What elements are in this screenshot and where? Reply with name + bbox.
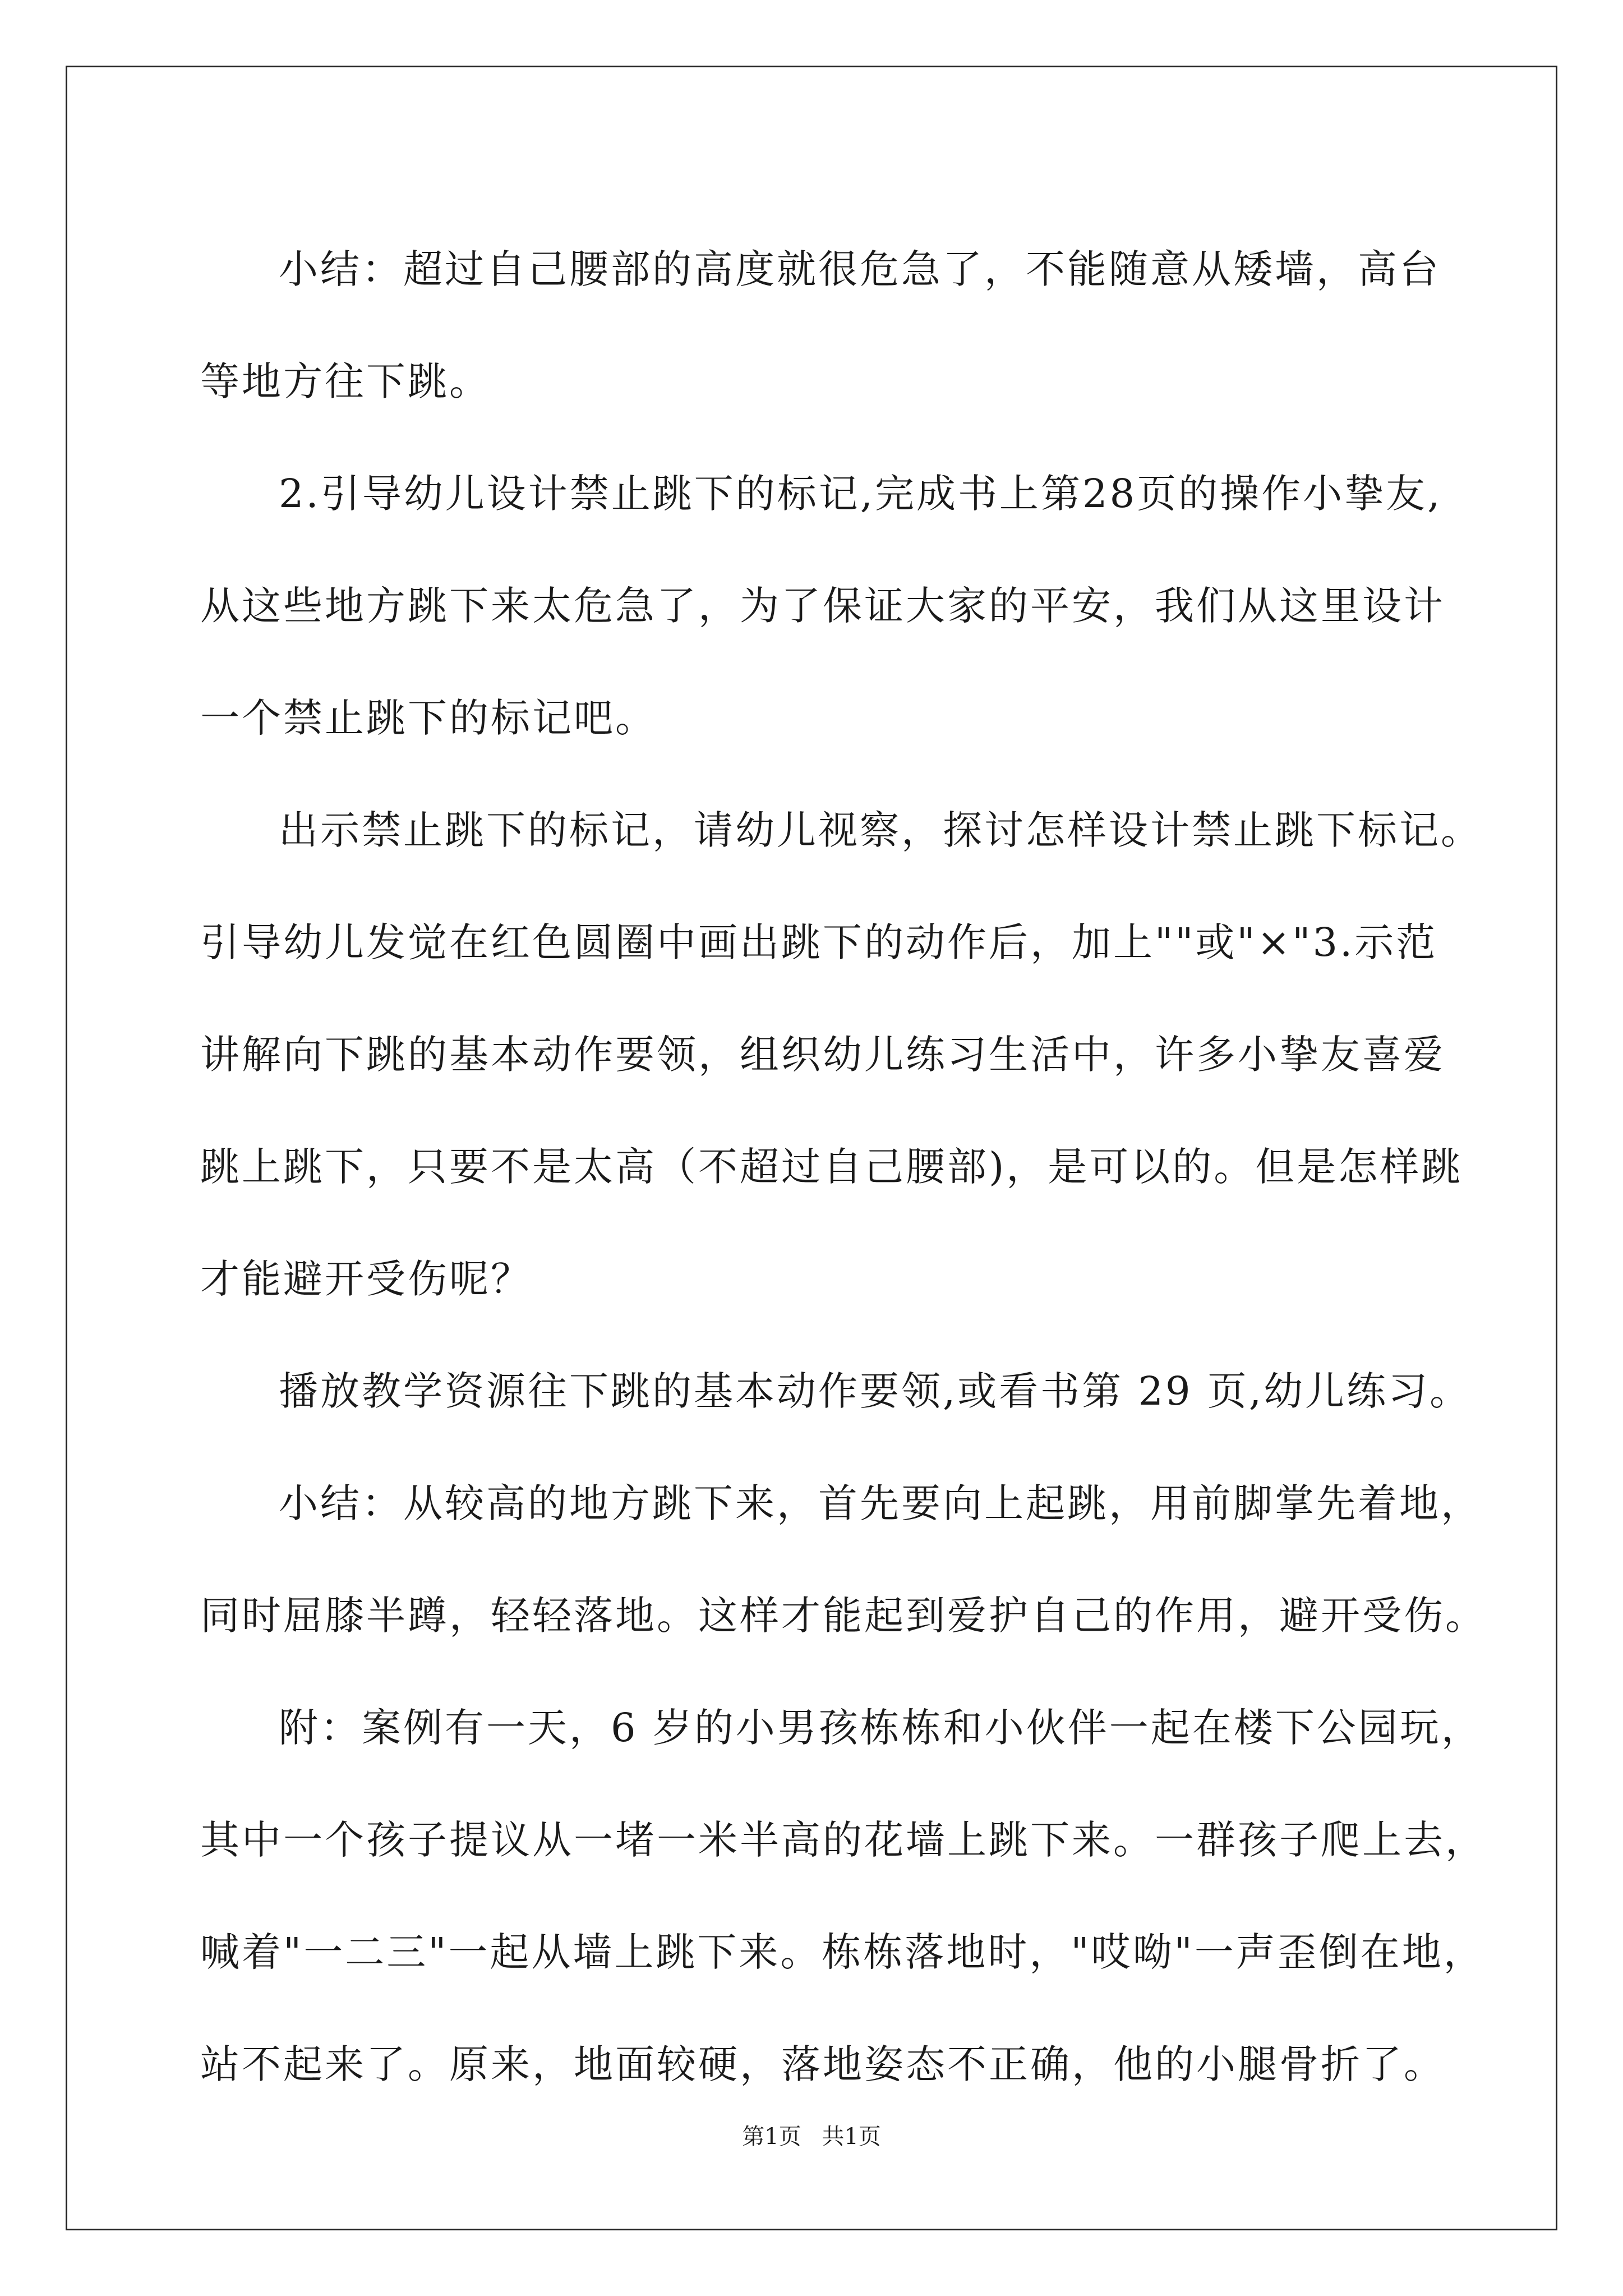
text-line	[200, 2008, 1445, 2120]
line-2: 等地方往下跳。	[200, 358, 491, 404]
text-line	[200, 774, 1482, 886]
text-line	[200, 213, 1441, 325]
page-footer	[0, 2123, 1623, 2151]
line-8: 讲解向下跳的基本动作要领，组织幼儿练习生活中，许多小挚友喜爱	[200, 1032, 1445, 1078]
document-body	[200, 213, 1487, 2120]
text-line	[200, 550, 1445, 662]
text-line	[200, 1559, 1487, 1672]
line-16: 喊着"一二三"一起从墙上跳下来。栋栋落地时，"哎呦"一声歪倒在地，	[200, 1929, 1485, 1975]
line-9: 跳上跳下，只要不是太高（不超过自己腰部)，是可以的。但是怎样跳	[200, 1144, 1463, 1190]
line-3: 2.引导幼儿设计禁止跳下的标记,完成书上第28页的操作小挚友,	[279, 471, 1442, 517]
text-line	[200, 662, 1434, 774]
text-line	[200, 1784, 1487, 1896]
text-line	[200, 438, 1442, 550]
line-4: 从这些地方跳下来太危急了，为了保证大家的平安，我们从这里设计	[200, 583, 1445, 629]
line-17: 站不起来了。原来，地面较硬，落地姿态不正确，他的小腿骨折了。	[200, 2041, 1445, 2087]
line-5: 一个禁止跳下的标记吧。	[200, 695, 657, 741]
line-10: 才能避开受伤呢？	[200, 1256, 532, 1302]
line-12: 小结：从较高的地方跳下来，首先要向上起跳，用前脚掌先着地，	[279, 1480, 1482, 1526]
text-line	[200, 1447, 1482, 1559]
text-line	[200, 886, 1438, 999]
text-line	[200, 1111, 1463, 1223]
line-13: 同时屈膝半蹲，轻轻落地。这样才能起到爱护自己的作用，避开受伤。	[200, 1593, 1487, 1639]
text-line	[200, 1223, 1434, 1335]
text-line	[200, 1672, 1483, 1784]
text-line	[200, 1335, 1472, 1447]
line-11: 播放教学资源往下跳的基本动作要领,或看书第 29 页,幼儿练习。	[279, 1368, 1472, 1414]
line-14: 附：案例有一天，6 岁的小男孩栋栋和小伙伴一起在楼下公园玩，	[279, 1705, 1483, 1751]
text-line	[200, 325, 1434, 438]
line-7: 引导幼儿发觉在红色圆圈中画出跳下的动作后，加上""或"×"3.示范	[200, 919, 1438, 965]
text-line	[200, 1896, 1485, 2008]
page-total: 共1页	[822, 2124, 881, 2150]
page-number: 第1页	[742, 2124, 801, 2150]
text-line	[200, 999, 1445, 1111]
line-1: 小结：超过自己腰部的高度就很危急了，不能随意从矮墙，高台	[279, 246, 1441, 292]
line-6: 出示禁止跳下的标记，请幼儿视察，探讨怎样设计禁止跳下标记。	[279, 807, 1482, 853]
line-15: 其中一个孩子提议从一堵一米半高的花墙上跳下来。一群孩子爬上去，	[200, 1817, 1487, 1863]
